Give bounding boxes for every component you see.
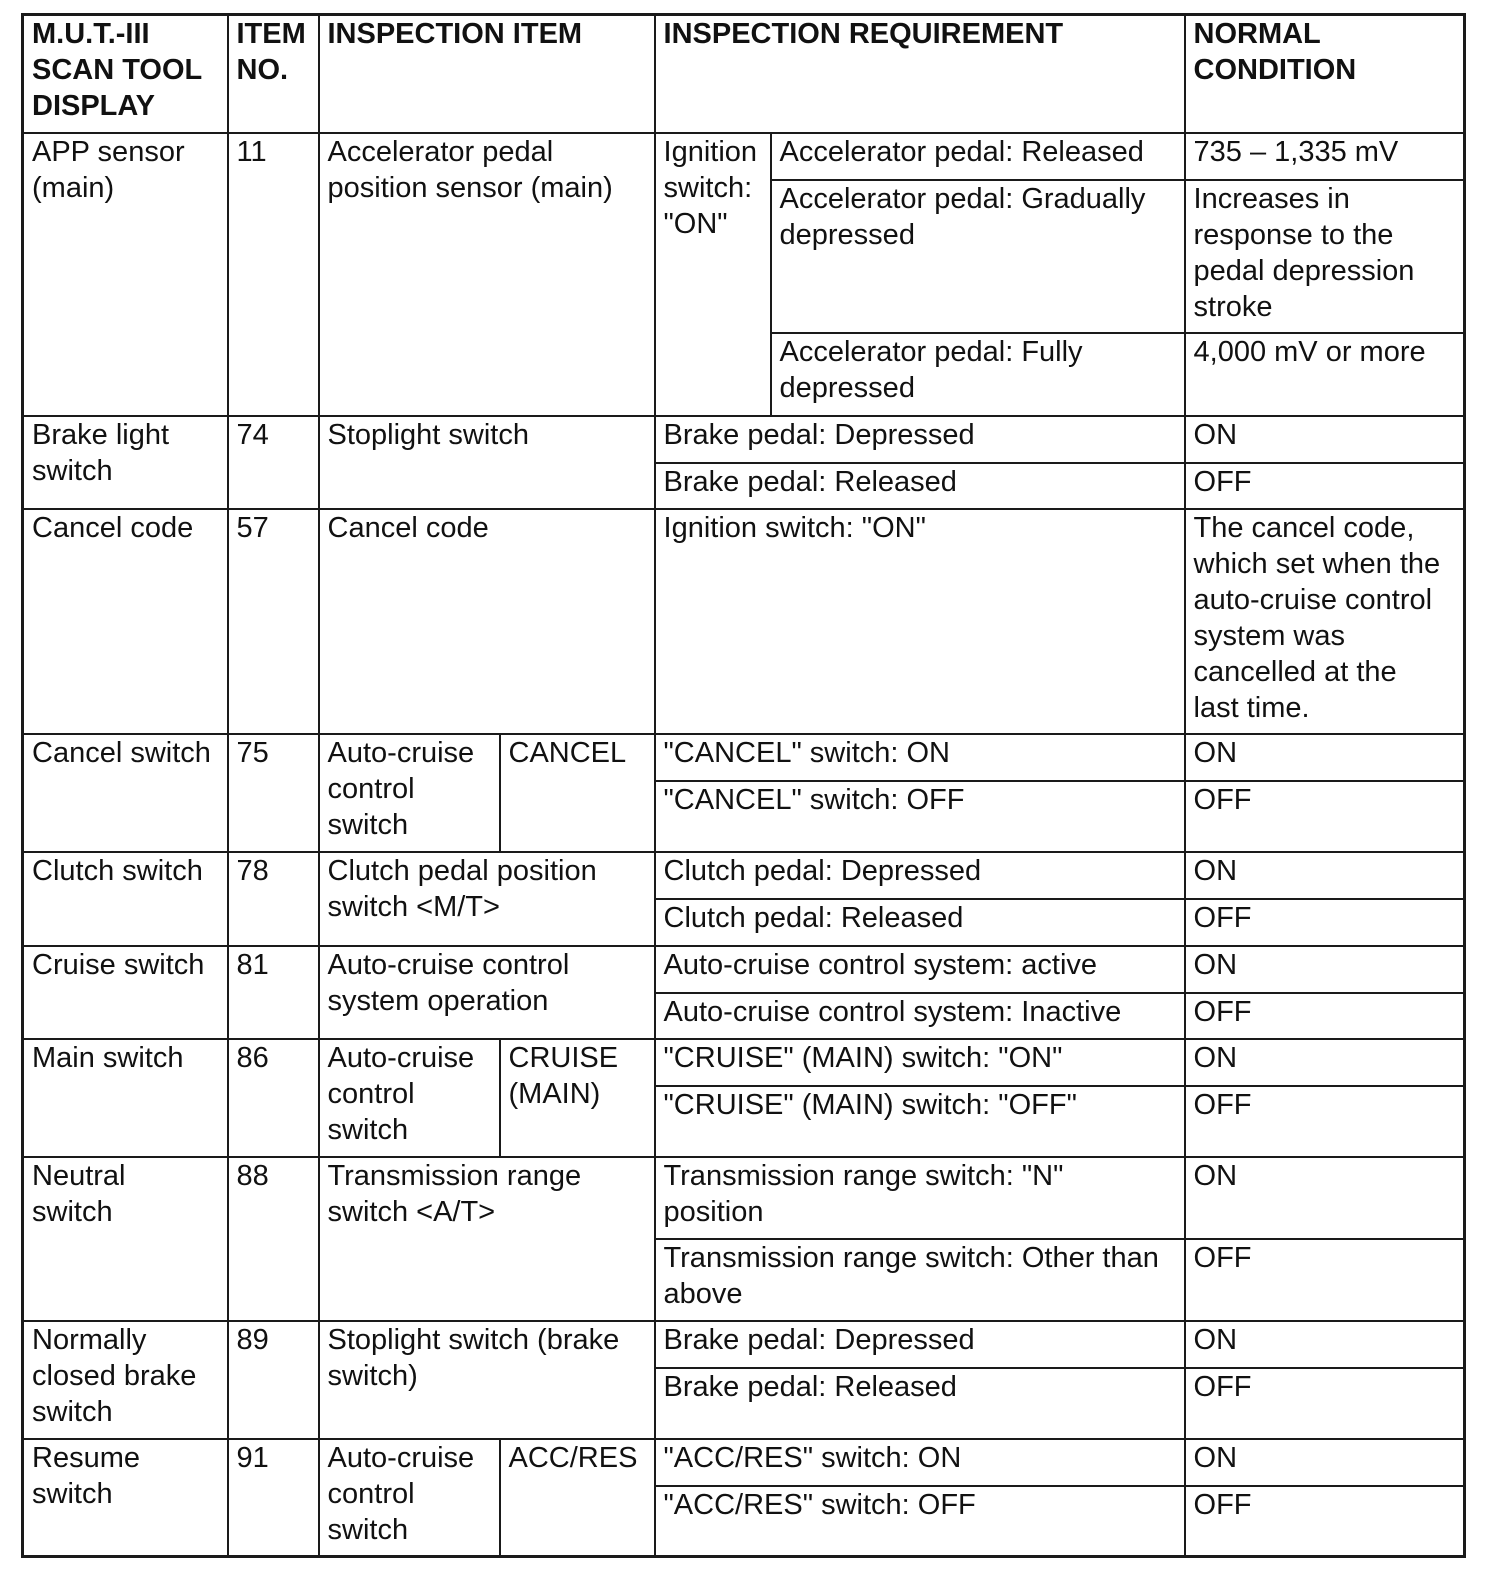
- normal-condition-cell: OFF: [1185, 899, 1465, 946]
- item-no-cell: 78: [228, 852, 319, 946]
- scan-tool-display-cell: Cancel switch: [23, 734, 228, 852]
- requirement-cell: "CANCEL" switch: OFF: [655, 781, 1185, 852]
- item-no-cell: 86: [228, 1039, 319, 1157]
- table-row: [23, 852, 1465, 899]
- inspection-item-cell: Auto-cruise control switch: [319, 734, 500, 852]
- normal-condition-cell: ON: [1185, 1321, 1465, 1368]
- requirement-cell: Ignition switch: "ON": [655, 509, 1185, 734]
- normal-condition-cell: ON: [1185, 1157, 1465, 1239]
- item-no-cell: 81: [228, 946, 319, 1039]
- table-row: [23, 946, 1465, 993]
- item-no-cell: 74: [228, 416, 319, 509]
- inspection-item-cell: Auto-cruise control system operation: [319, 946, 655, 1039]
- inspection-sub-cell: CANCEL: [500, 734, 655, 852]
- scan-tool-display-cell: Cancel code: [23, 509, 228, 734]
- scan-tool-display-cell: Clutch switch: [23, 852, 228, 946]
- item-no-cell: 89: [228, 1321, 319, 1439]
- item-no-cell: 91: [228, 1439, 319, 1557]
- header-scan-tool-display: M.U.T.-III SCAN TOOL DISPLAY: [23, 15, 228, 133]
- normal-condition-cell: OFF: [1185, 463, 1465, 509]
- normal-condition-cell: The cancel code, which set when the auto-cruise control system was cancelled at the last time.: [1185, 509, 1465, 734]
- inspection-item-cell: Clutch pedal position switch <M/T>: [319, 852, 655, 946]
- normal-condition-cell: OFF: [1185, 1239, 1465, 1321]
- requirement-cell: Transmission range switch: "N" position: [655, 1157, 1185, 1239]
- requirement-cell: Brake pedal: Released: [655, 463, 1185, 509]
- normal-condition-cell: ON: [1185, 1039, 1465, 1086]
- table-row: [23, 1439, 1465, 1486]
- inspection-item-cell: Cancel code: [319, 509, 655, 734]
- normal-condition-cell: 4,000 mV or more: [1185, 333, 1465, 416]
- item-no-cell: 57: [228, 509, 319, 734]
- inspection-table: [21, 13, 1466, 1558]
- scan-tool-display-cell: Normally closed brake switch: [23, 1321, 228, 1439]
- requirement-group-cell: Ignition switch: "ON": [655, 133, 771, 416]
- inspection-item-cell: Transmission range switch <A/T>: [319, 1157, 655, 1321]
- inspection-item-cell: Stoplight switch (brake switch): [319, 1321, 655, 1439]
- inspection-sub-cell: CRUISE (MAIN): [500, 1039, 655, 1157]
- table-row: [23, 509, 1465, 734]
- requirement-cell: Brake pedal: Released: [655, 1368, 1185, 1439]
- requirement-cell: "CANCEL" switch: ON: [655, 734, 1185, 781]
- requirement-cell: Clutch pedal: Released: [655, 899, 1185, 946]
- requirement-cell: "ACC/RES" switch: OFF: [655, 1486, 1185, 1557]
- requirement-cell: Accelerator pedal: Fully depressed: [771, 333, 1185, 416]
- requirement-cell: Transmission range switch: Other than above: [655, 1239, 1185, 1321]
- requirement-cell: Auto-cruise control system: active: [655, 946, 1185, 993]
- normal-condition-cell: ON: [1185, 1439, 1465, 1486]
- requirement-cell: Brake pedal: Depressed: [655, 1321, 1185, 1368]
- normal-condition-cell: ON: [1185, 416, 1465, 463]
- table-row: [23, 734, 1465, 781]
- header-inspection-item: INSPECTION ITEM: [319, 15, 655, 133]
- inspection-item-cell: Auto-cruise control switch: [319, 1039, 500, 1157]
- inspection-item-cell: Stoplight switch: [319, 416, 655, 509]
- item-no-cell: 88: [228, 1157, 319, 1321]
- normal-condition-cell: 735 – 1,335 mV: [1185, 133, 1465, 180]
- normal-condition-cell: OFF: [1185, 993, 1465, 1039]
- normal-condition-cell: OFF: [1185, 1486, 1465, 1557]
- table-row: [23, 1157, 1465, 1239]
- normal-condition-cell: ON: [1185, 734, 1465, 781]
- requirement-cell: Accelerator pedal: Released: [771, 133, 1185, 180]
- scan-tool-display-cell: APP sensor (main): [23, 133, 228, 416]
- table-row: [23, 133, 1465, 180]
- table-row: [23, 1321, 1465, 1368]
- requirement-cell: Clutch pedal: Depressed: [655, 852, 1185, 899]
- requirement-cell: Brake pedal: Depressed: [655, 416, 1185, 463]
- scan-tool-display-cell: Neutral switch: [23, 1157, 228, 1321]
- scan-tool-display-cell: Resume switch: [23, 1439, 228, 1557]
- normal-condition-cell: OFF: [1185, 1086, 1465, 1157]
- header-item-no: ITEM NO.: [228, 15, 319, 133]
- requirement-cell: Accelerator pedal: Gradually depressed: [771, 180, 1185, 333]
- inspection-item-cell: Accelerator pedal position sensor (main): [319, 133, 655, 416]
- normal-condition-cell: Increases in response to the pedal depression stroke: [1185, 180, 1465, 333]
- item-no-cell: 11: [228, 133, 319, 416]
- header-inspection-requirement: INSPECTION REQUIREMENT: [655, 15, 1185, 133]
- normal-condition-cell: ON: [1185, 852, 1465, 899]
- normal-condition-cell: OFF: [1185, 1368, 1465, 1439]
- normal-condition-cell: ON: [1185, 946, 1465, 993]
- requirement-cell: Auto-cruise control system: Inactive: [655, 993, 1185, 1039]
- table-row: [23, 1039, 1465, 1086]
- inspection-item-cell: Auto-cruise control switch: [319, 1439, 500, 1557]
- requirement-cell: "ACC/RES" switch: ON: [655, 1439, 1185, 1486]
- requirement-cell: "CRUISE" (MAIN) switch: "OFF": [655, 1086, 1185, 1157]
- table-row: [23, 416, 1465, 463]
- scan-tool-display-cell: Brake light switch: [23, 416, 228, 509]
- scan-tool-display-cell: Main switch: [23, 1039, 228, 1157]
- normal-condition-cell: OFF: [1185, 781, 1465, 852]
- requirement-cell: "CRUISE" (MAIN) switch: "ON": [655, 1039, 1185, 1086]
- item-no-cell: 75: [228, 734, 319, 852]
- scan-tool-display-cell: Cruise switch: [23, 946, 228, 1039]
- inspection-sub-cell: ACC/RES: [500, 1439, 655, 1557]
- header-normal-condition: NORMAL CONDITION: [1185, 15, 1465, 133]
